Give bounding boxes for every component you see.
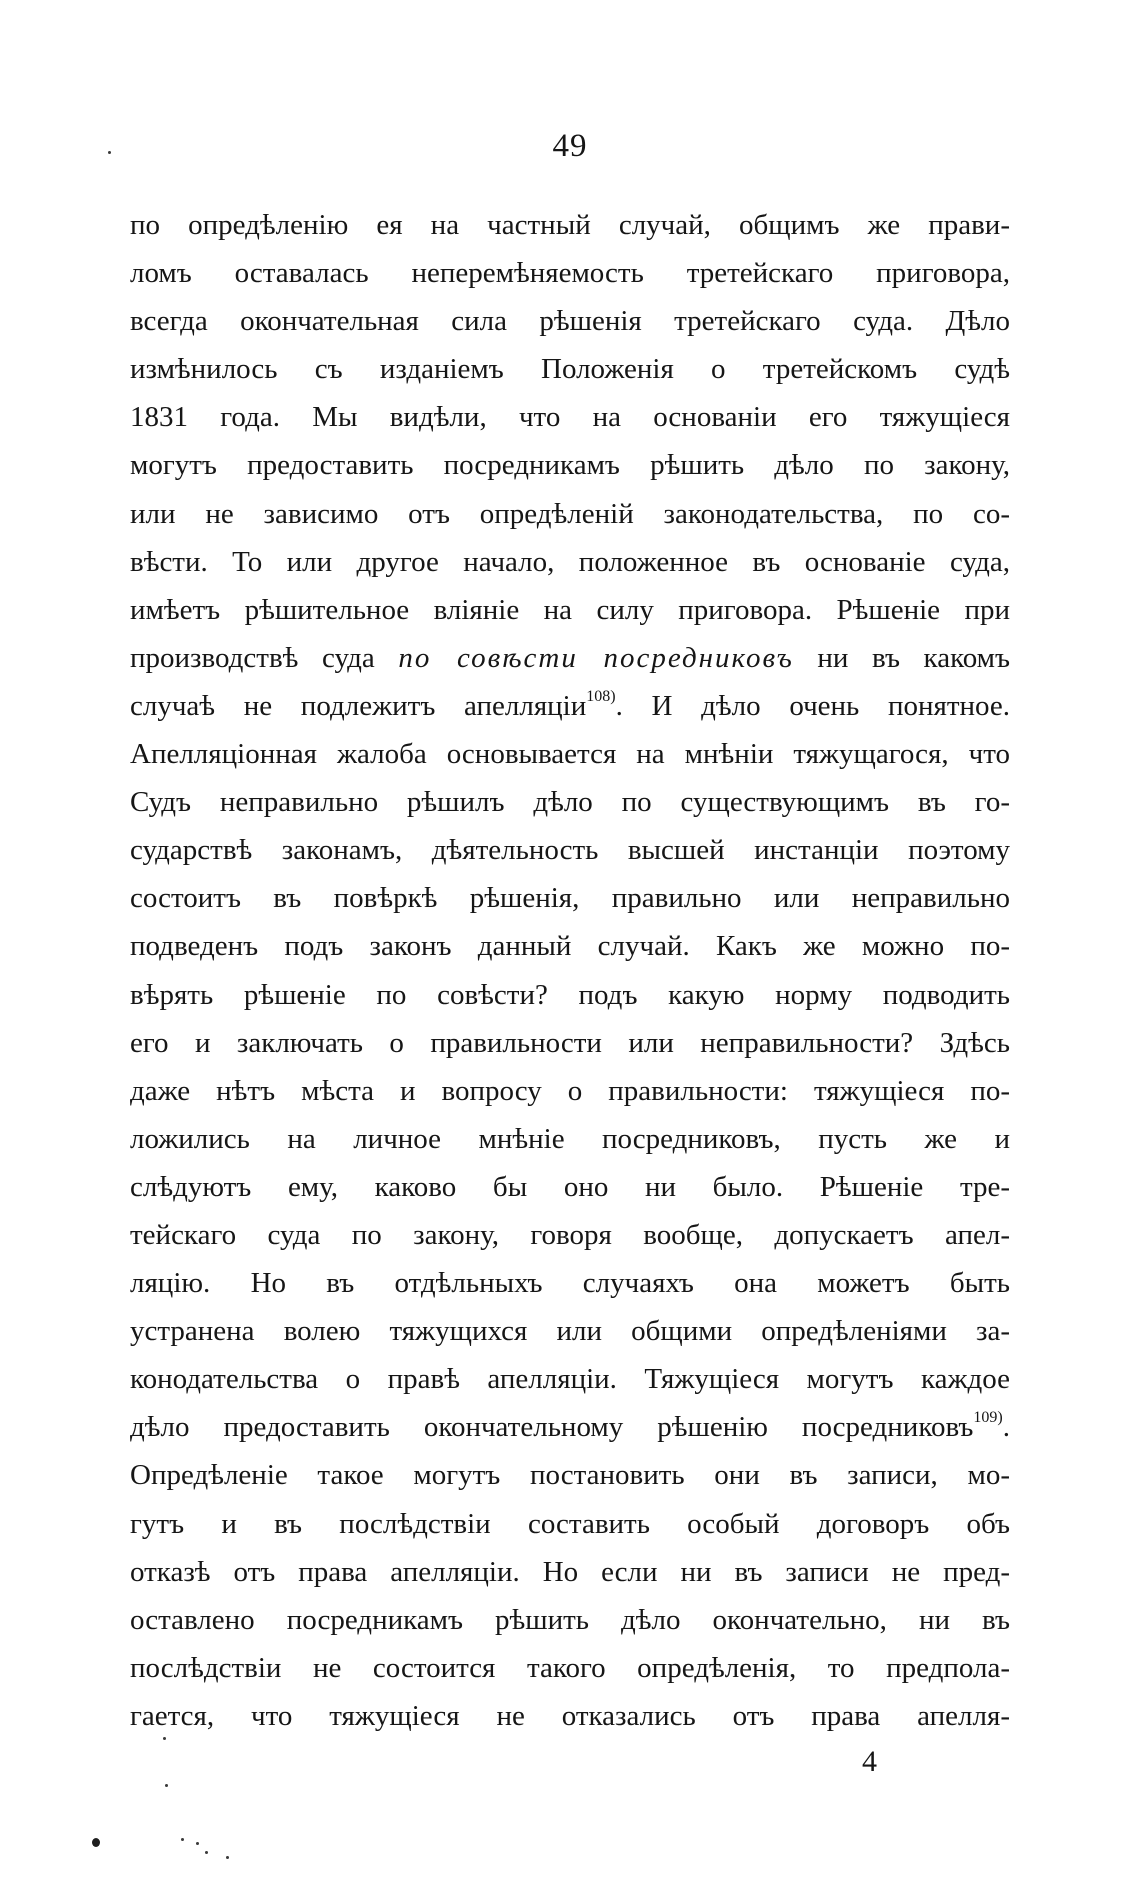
text-line: подведенъ подъ законъ данный случай. Какъ же можно по- (130, 930, 1010, 963)
body-text (130, 201, 1010, 1740)
text-segment: . И дѣло очень понятное. (615, 689, 1010, 722)
text-line: гается, что тяжущіеся не отказались отъ права апелля- (130, 1699, 1010, 1732)
text-segment: ни въ какомъ (817, 641, 1010, 674)
text-line: даже нѣтъ мѣста и вопросу о правильности: тяжущіеся по- (130, 1074, 1010, 1107)
scan-speck (205, 1851, 208, 1854)
text-line: вѣрять рѣшеніе по совѣсти? подъ какую норму подводить (130, 978, 1010, 1011)
scan-speck (108, 151, 111, 154)
text-segment: . (1002, 1411, 1010, 1444)
text-line: могутъ предоставить посредникамъ рѣшить дѣло по закону, (130, 449, 1010, 482)
text-line: послѣдствіи не состоится такого опредѣленія, то предпола- (130, 1651, 1010, 1684)
text-line (130, 634, 1010, 682)
text-line: ляцію. Но въ отдѣльныхъ случаяхъ она можетъ быть (130, 1267, 1010, 1300)
signature-mark: 4 (862, 1745, 877, 1778)
footnote-reference: 109) (973, 1409, 1003, 1427)
text-segment: дѣло предоставить окончательному рѣшенію посредниковъ (130, 1411, 974, 1444)
ink-blot (92, 1838, 100, 1847)
text-line: измѣнилось съ изданіемъ Положенія о третейскомъ судѣ (130, 353, 1010, 386)
text-line: всегда окончательная сила рѣшенія третейскаго суда. Дѣло (130, 305, 1010, 338)
text-line: устранена волею тяжущихся или общими опредѣленіями за- (130, 1315, 1010, 1348)
text-line: ложились на личное мнѣніе посредниковъ, пусть же и (130, 1122, 1010, 1155)
text-line: его и заключать о правильности или неправильности? Здѣсь (130, 1026, 1010, 1059)
text-line: вѣсти. То или другое начало, положенное въ основаніе суда, (130, 545, 1010, 578)
scan-speck (163, 1737, 166, 1740)
emphasis-text: по совѣсти посредниковъ (398, 641, 794, 674)
scan-speck (196, 1842, 199, 1845)
text-line: по опредѣленію ея на частный случай, общимъ же прави- (130, 209, 1010, 241)
text-line (130, 1403, 1010, 1451)
text-line: конодательства о правѣ апелляціи. Тяжущіеся могутъ каждое (130, 1363, 1010, 1396)
text-line: или не зависимо отъ опредѣленій законодательства, по со- (130, 497, 1010, 530)
text-line: имѣетъ рѣшительное вліяніе на силу приговора. Рѣшеніе при (130, 593, 1010, 626)
text-line: отказѣ отъ права апелляціи. Но если ни въ записи не пред- (130, 1555, 1010, 1588)
text-line: гутъ и въ послѣдствіи составить особый договоръ объ (130, 1507, 1010, 1540)
footnote-reference: 108) (586, 687, 616, 705)
text-line: Апелляціонная жалоба основывается на мнѣніи тяжущагося, что (130, 738, 1010, 771)
text-line: Опредѣленіе такое могутъ постановить они въ записи, мо- (130, 1459, 1010, 1492)
text-line: оставлено посредникамъ рѣшить дѣло окончательно, ни въ (130, 1603, 1010, 1636)
text-line: сударствѣ законамъ, дѣятельность высшей инстанціи поэтому (130, 834, 1010, 867)
text-segment: производствѣ суда (130, 641, 375, 674)
scan-speck (165, 1784, 168, 1787)
text-line: Судъ неправильно рѣшилъ дѣло по существующимъ въ го- (130, 786, 1010, 819)
page-number: 49 (552, 128, 588, 164)
text-line: 1831 года. Мы видѣли, что на основаніи его тяжущіеся (130, 401, 1010, 434)
text-line: слѣдуютъ ему, каково бы оно ни было. Рѣшеніе тре- (130, 1170, 1010, 1203)
scan-speck (181, 1838, 184, 1841)
text-line (130, 682, 1010, 730)
text-line: тейскаго суда по закону, говоря вообще, допускаетъ апел- (130, 1218, 1010, 1251)
text-line: ломъ оставалась неперемѣняемость третейскаго приговора, (130, 257, 1010, 290)
text-segment: случаѣ не подлежитъ апелляціи (130, 689, 587, 722)
scan-speck (226, 1856, 229, 1859)
text-line: состоитъ въ повѣркѣ рѣшенія, правильно или неправильно (130, 882, 1010, 915)
